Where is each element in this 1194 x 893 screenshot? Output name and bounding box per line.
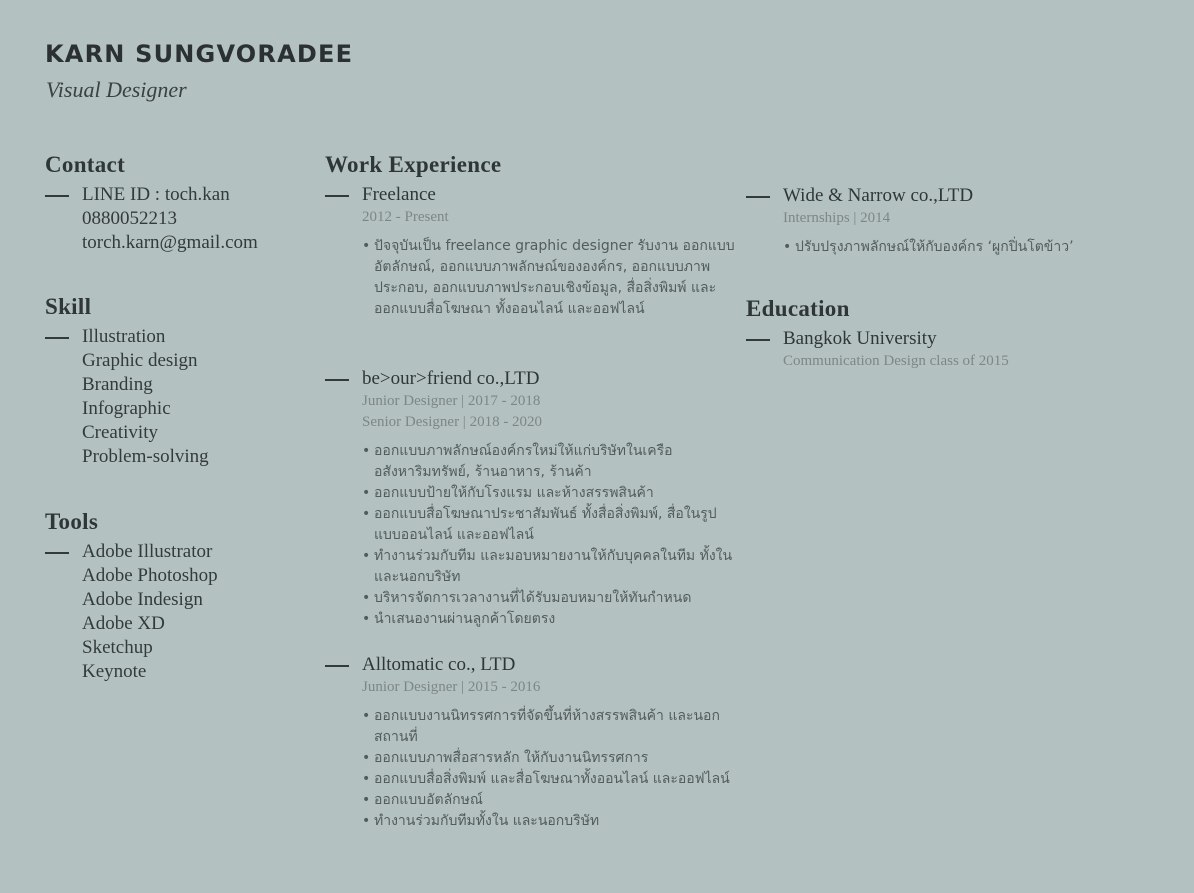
duty-item: • ทำงานร่วมกับทีมทั้งใน และนอกบริษัท <box>362 811 735 832</box>
job-alltomatic <box>325 653 735 832</box>
tools-section <box>45 507 315 684</box>
contact-list <box>45 183 315 255</box>
tool-item: Adobe XD <box>82 613 165 634</box>
skill-item: Problem-solving <box>82 446 209 467</box>
education-heading: Education <box>746 296 850 321</box>
duty-item: • ออกแบบสื่อโฆษณาประชาสัมพันธ์ ทั้งสื่อสิ่งพิมพ์, สื่อในรูปแบบออนไลน์ และออฟไลน์ <box>362 504 735 546</box>
tool-item: Sketchup <box>82 637 153 658</box>
left-column <box>45 150 315 684</box>
dash-marker <box>45 337 69 339</box>
skill-item: Infographic <box>82 398 171 419</box>
job-company: be>our>friend co.,LTD <box>362 368 540 389</box>
skill-item: Branding <box>82 374 153 395</box>
job-role: Visual Designer <box>46 77 187 102</box>
dash-marker <box>746 196 770 198</box>
contact-heading: Contact <box>45 152 126 177</box>
duty-item: • ออกแบบภาพลักษณ์องค์กรใหม่ให้แก่บริษัทในเครือ อสังหาริมทรัพย์, ร้านอาหาร, ร้านค้า <box>362 441 735 483</box>
job-duties <box>362 441 735 630</box>
duty-item: • ออกแบบป้ายให้กับโรงแรม และห้างสรรพสินค้า <box>362 483 735 504</box>
duty-item: • นำเสนองานผ่านลูกค้าโดยตรง <box>362 609 735 630</box>
duty-item: • ออกแบบสื่อสิ่งพิมพ์ และสื่อโฆษณาทั้งออนไลน์ และออฟไลน์ <box>362 769 735 790</box>
job-period: Senior Designer | 2018 - 2020 <box>362 414 543 430</box>
job-period: Junior Designer | 2015 - 2016 <box>362 679 541 695</box>
skill-item: Illustration <box>82 326 166 347</box>
job-company: Freelance <box>362 184 436 205</box>
job-duties <box>362 236 735 320</box>
education-section <box>746 294 1166 372</box>
tools-heading: Tools <box>45 509 99 534</box>
right-column <box>746 184 1166 372</box>
contact-section <box>45 150 315 292</box>
duty-item: • ปรับปรุงภาพลักษณ์ให้กับองค์กร ‘ผูกปิ่นโตข้าว’ <box>783 237 1166 258</box>
education-entry <box>746 327 1166 372</box>
skill-section <box>45 292 315 507</box>
dash-marker <box>45 195 69 197</box>
contact-phone: 0880052213 <box>82 208 177 229</box>
dash-marker <box>325 379 349 381</box>
dash-marker <box>746 339 770 341</box>
job-company: Alltomatic co., LTD <box>362 654 516 675</box>
job-beourfriend <box>325 367 735 653</box>
duty-item: • ออกแบบอัตลักษณ์ <box>362 790 735 811</box>
tool-item: Adobe Indesign <box>82 589 203 610</box>
job-duties <box>362 706 735 832</box>
tool-item: Adobe Photoshop <box>82 565 218 586</box>
duty-item: • ปัจจุบันเป็น freelance graphic designer รับงาน ออกแบบอัตลักษณ์, ออกแบบภาพลักษณ์ขององค์กร, ออกแบบภาพประกอบ, ออกแบบภาพประกอบเชิงข้อมูล, สื่อสิ่งพิมพ์ และออกแบบสื่อโฆษณา ทั้งออนไลน์ และออฟไลน์ <box>362 236 735 320</box>
skill-list <box>45 325 315 469</box>
degree-detail: Communication Design class of 2015 <box>783 353 1009 369</box>
applicant-name: KARN SUNGVORADEE <box>45 40 354 68</box>
dash-marker <box>325 665 349 667</box>
contact-email: torch.karn@gmail.com <box>82 232 258 253</box>
tool-item: Keynote <box>82 661 147 682</box>
contact-line-id: LINE ID : toch.kan <box>82 184 230 205</box>
skill-item: Creativity <box>82 422 158 443</box>
job-period: Junior Designer | 2017 - 2018 <box>362 393 541 409</box>
duty-item: • ออกแบบงานนิทรรศการที่จัดขึ้นที่ห้างสรรพสินค้า และนอกสถานที่ <box>362 706 735 748</box>
school-name: Bangkok University <box>783 328 937 349</box>
dash-marker <box>325 195 349 197</box>
job-freelance <box>325 183 735 367</box>
work-heading: Work Experience <box>325 152 502 177</box>
job-period: Internships | 2014 <box>783 210 891 226</box>
duty-item: • ทำงานร่วมกับทีม และมอบหมายงานให้กับบุคคลในทีม ทั้งใน และนอกบริษัท <box>362 546 735 588</box>
work-experience-column <box>325 150 735 832</box>
job-company: Wide & Narrow co.,LTD <box>783 185 974 206</box>
skill-heading: Skill <box>45 294 92 319</box>
tools-list <box>45 540 315 684</box>
tool-item: Adobe Illustrator <box>82 541 213 562</box>
duty-item: • บริหารจัดการเวลางานที่ได้รับมอบหมายให้ทันกำหนด <box>362 588 735 609</box>
job-period: 2012 - Present <box>362 209 449 225</box>
job-widenarrow <box>746 184 1166 294</box>
job-duties <box>783 237 1166 258</box>
skill-item: Graphic design <box>82 350 198 371</box>
dash-marker <box>45 552 69 554</box>
duty-item: • ออกแบบภาพสื่อสารหลัก ให้กับงานนิทรรศการ <box>362 748 735 769</box>
